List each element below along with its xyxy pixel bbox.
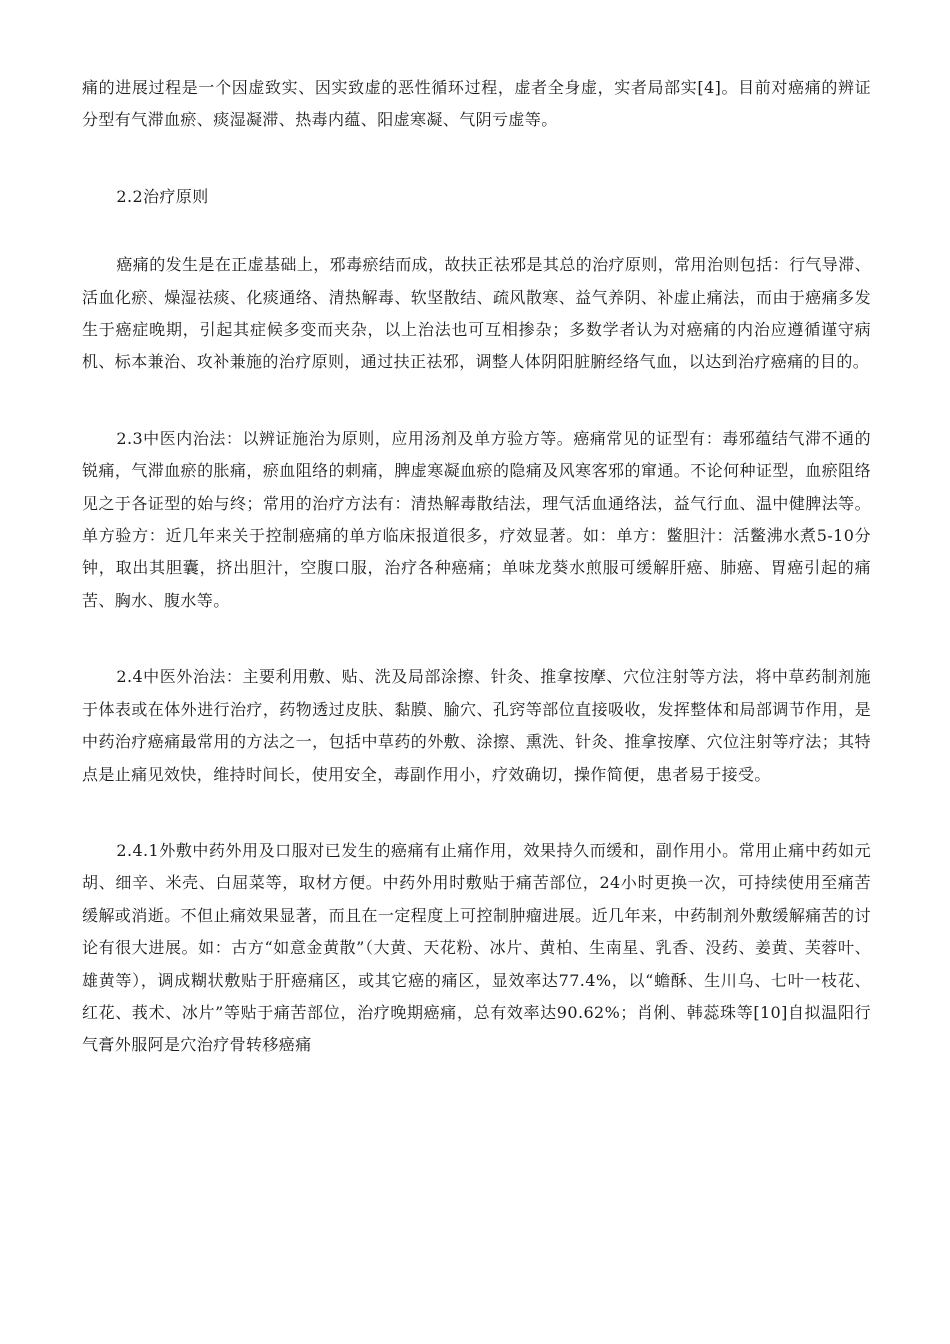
- paragraph-treatment-principles: 癌痛的发生是在正虚基础上，邪毒瘀结而成，故扶正祛邪是其总的治疗原则，常用治则包括：行气导滞、活血化瘀、燥湿祛痰、化痰通络、清热解毒、软坚散结、疏风散寒、益气养阴、补虚止痛法，而由于癌痛多发生于癌症晚期，引起其症候多变而夹杂，以上治法也可互相掺杂；多数学者认为对癌痛的内治应遵循谨守病机、标本兼治、攻补兼施的治疗原则，通过扶正祛邪，调整人体阴阳脏腑经络气血，以达到治疗癌痛的目的。: [82, 255, 871, 372]
- paragraph-continued: 痛的进展过程是一个因虚致实、因实致虚的恶性循环过程，虚者全身虚，实者局部实[4]。目前对癌痛的辨证分型有气滞血瘀、痰湿凝滞、热毒内蕴、阳虚寒凝、气阴亏虚等。: [82, 78, 871, 130]
- paragraph-external-application: 2.4.1外敷中药外用及口服对已发生的癌痛有止痛作用，效果持久而缓和，副作用小。常用止痛中药如元胡、细辛、米壳、白屈菜等，取材方便。中药外用时敷贴于痛苦部位，24小时更换一次，可持续使用至痛苦缓解或消逝。不但止痛效果显著，而且在一定程度上可控制肿瘤进展。近几年来，中药制剂外敷缓解痛苦的讨论有很大进展。如：古方“如意金黄散”（大黄、天花粉、冰片、黄柏、生南星、乳香、没药、姜黄、芙蓉叶、雄黄等），调成糊状敷贴于肝癌痛区，或其它癌的痛区，显效率达77.4%，以“蟾酥、生川乌、七叶一枝花、红花、莪术、冰片”等贴于痛苦部位，治疗晚期癌痛，总有效率达90.62%；肖俐、韩蕊珠等[10]自拟温阳行气膏外服阿是穴治疗骨转移癌痛: [82, 840, 871, 1055]
- paragraph-internal-treatment: 2.3中医内治法：以辨证施治为原则，应用汤剂及单方验方等。癌痛常见的证型有：毒邪蕴结气滞不通的锐痛，气滞血瘀的胀痛，瘀血阻络的刺痛，脾虚寒凝血瘀的隐痛及风寒客邪的窜通。不论何种证型，血瘀阻络见之于各证型的始与终；常用的治疗方法有：清热解毒散结法，理气活血通络法，益气行血、温中健脾法等。单方验方：近几年来关于控制癌痛的单方临床报道很多，疗效显著。如：单方：鳖胆汁：活鳖沸水煮5-10分钟，取出其胆囊，挤出胆汁，空腹口服，治疗各种癌痛；单味龙葵水煎服可缓解肝癌、肺癌、胃癌引起的痛苦、胸水、腹水等。: [82, 428, 871, 610]
- paragraph-external-treatment: 2.4中医外治法：主要利用敷、贴、洗及局部涂擦、针灸、推拿按摩、穴位注射等方法，将中草药制剂施于体表或在体外进行治疗，药物透过皮肤、黏膜、腧穴、孔窍等部位直接吸收，发挥整体和局部调节作用，是中药治疗癌痛最常用的方法之一，包括中草药的外敷、涂擦、熏洗、针灸、推拿按摩、穴位注射等疗法；其特点是止痛见效快，维持时间长，使用安全，毒副作用小，疗效确切，操作简便，患者易于接受。: [82, 667, 871, 784]
- section-heading-2-2: 2.2治疗原则: [116, 186, 209, 206]
